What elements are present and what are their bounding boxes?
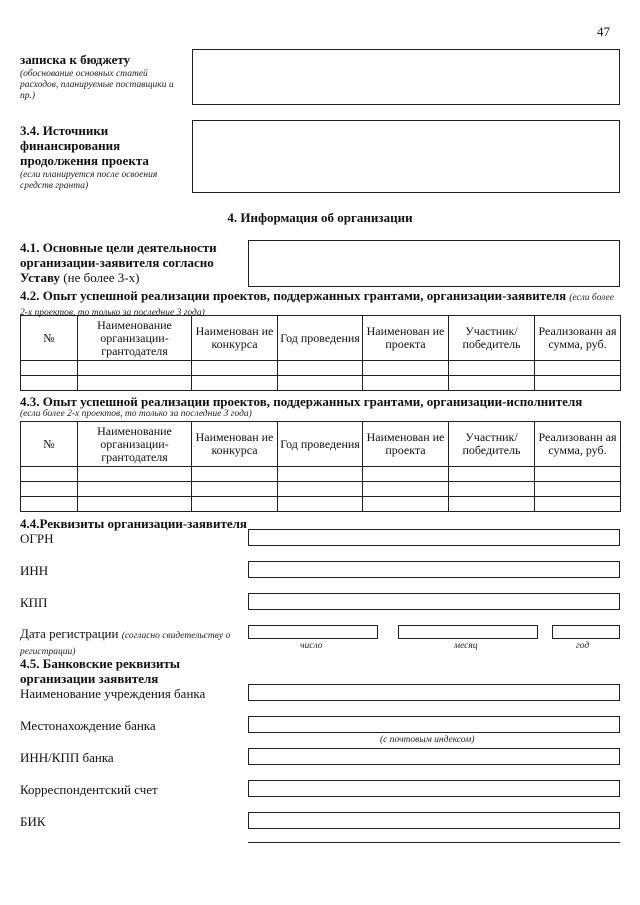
col-grantor: Наименование организации-грантодателя	[78, 316, 192, 361]
goals-field[interactable]	[248, 240, 620, 287]
table-row	[21, 376, 621, 391]
funding-sources-label	[20, 123, 185, 192]
reg-month-caption: месяц	[454, 641, 478, 651]
bank-location-label: Местонахождение банка	[20, 718, 156, 733]
col-year: Год проведения	[278, 422, 363, 467]
corr-account-label: Корреспондентский счет	[20, 782, 158, 797]
col-number: №	[21, 316, 78, 361]
inn-field[interactable]	[248, 561, 620, 578]
applicant-grants-table	[20, 315, 621, 391]
reg-date-title: Дата регистрации	[20, 626, 119, 641]
funding-sources-field[interactable]	[192, 120, 620, 193]
kpp-label: КПП	[20, 595, 48, 610]
inn-label: ИНН	[20, 563, 49, 578]
col-contest: Наименован ие конкурса	[192, 422, 278, 467]
bik-field[interactable]	[248, 812, 620, 829]
budget-note-field[interactable]	[192, 49, 620, 105]
executor-grants-hint: (если более 2-х проектов, то только за последние 3 года)	[20, 409, 252, 419]
table-row	[21, 361, 621, 376]
col-number: №	[21, 422, 78, 467]
bank-name-label: Наименование учреждения банка	[20, 686, 206, 701]
table-row	[21, 482, 621, 497]
bank-inn-kpp-label: ИНН/КПП банка	[20, 750, 114, 765]
ogrn-label: ОГРН	[20, 531, 54, 546]
col-project: Наименован ие проекта	[363, 316, 449, 361]
funding-sources-title: 3.4. Источники финансирования продолжения проекта	[20, 123, 149, 168]
reg-year-field[interactable]	[552, 625, 620, 639]
applicant-details-title: 4.4.Реквизиты организации-заявителя	[20, 516, 247, 531]
budget-note-hint: (обоснование основных статей расходов, планируемые поставщики и пр.)	[20, 69, 174, 101]
reg-date-label	[20, 626, 245, 658]
page-number: 47	[597, 24, 610, 39]
bank-name-field[interactable]	[248, 684, 620, 701]
funding-sources-hint: (если планируется после освоения средств гранта)	[20, 170, 158, 191]
col-year: Год проведения	[278, 316, 363, 361]
corr-account-field[interactable]	[248, 780, 620, 797]
reg-date-hint: (согласно свидетельству о регистрации)	[20, 631, 231, 657]
bottom-rule	[248, 842, 620, 843]
applicant-grants-title: 4.2. Опыт успешной реализации проектов, поддержанных грантами, организации-заявителя	[20, 288, 567, 303]
bank-inn-kpp-field[interactable]	[248, 748, 620, 765]
col-grantor: Наименование организации-грантодателя	[78, 422, 192, 467]
budget-note-title: записка к бюджету	[20, 52, 131, 67]
reg-year-caption: год	[576, 641, 590, 651]
reg-day-field[interactable]	[248, 625, 378, 639]
table-row	[21, 467, 621, 482]
goals-label	[20, 240, 235, 285]
col-project: Наименован ие проекта	[363, 422, 449, 467]
ogrn-field[interactable]	[248, 529, 620, 546]
col-contest: Наименован ие конкурса	[192, 316, 278, 361]
executor-grants-title: 4.3. Опыт успешной реализации проектов, поддержанных грантами, организации-исполнителя	[20, 394, 583, 409]
bank-location-hint: (с почтовым индексом)	[380, 735, 475, 745]
executor-grants-label	[20, 395, 630, 420]
bank-location-field[interactable]	[248, 716, 620, 733]
reg-month-field[interactable]	[398, 625, 538, 639]
executor-grants-table	[20, 421, 621, 512]
applicant-grants-hint: (если более 2-х проектов, то только за последние 3 года)	[20, 293, 614, 318]
kpp-field[interactable]	[248, 593, 620, 610]
col-role: Участник/ победитель	[449, 316, 535, 361]
table-row	[21, 497, 621, 512]
col-role: Участник/ победитель	[449, 422, 535, 467]
section-4-heading: 4. Информация об организации	[227, 210, 413, 225]
bank-details-title: 4.5. Банковские реквизиты организации заявителя	[20, 656, 181, 686]
goals-suffix: (не более 3-х)	[63, 270, 140, 285]
goals-title: 4.1. Основные цели деятельности организации-заявителя согласно Уставу	[20, 240, 217, 285]
bik-label: БИК	[20, 814, 46, 829]
col-amount: Реализованн ая сумма, руб.	[535, 422, 621, 467]
reg-day-caption: число	[300, 641, 323, 651]
col-amount: Реализованн ая сумма, руб.	[535, 316, 621, 361]
budget-note-label	[20, 52, 180, 102]
